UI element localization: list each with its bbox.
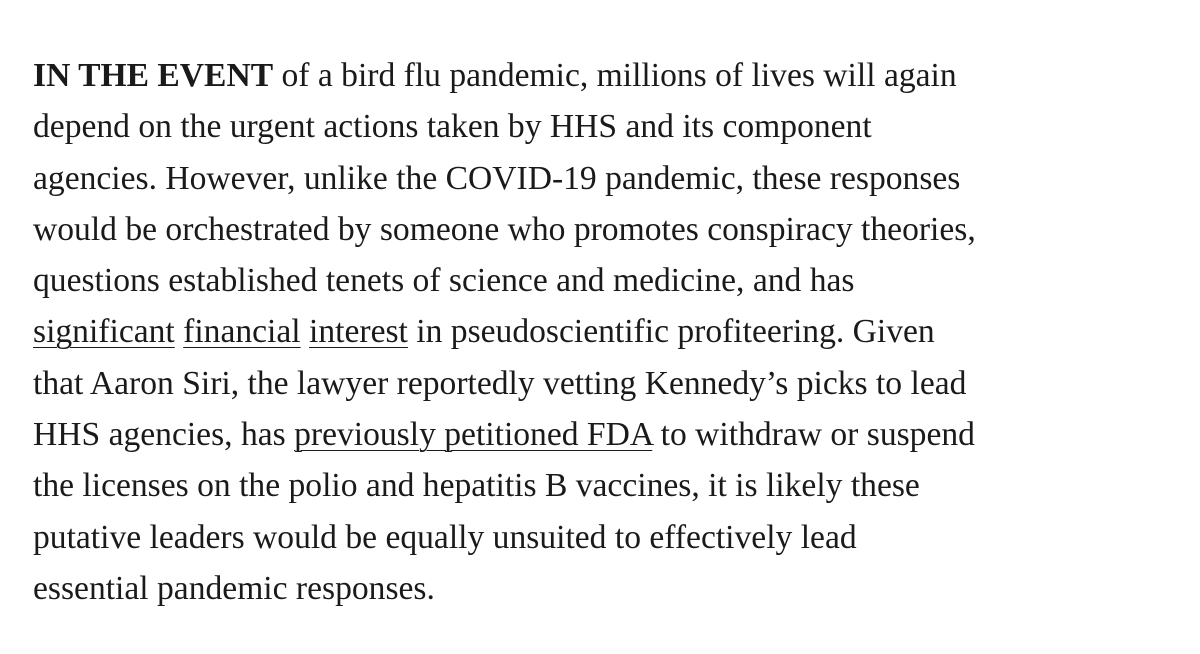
paragraph-line-6 xyxy=(33,306,1193,357)
paragraph-line-5: questions established tenets of science and medicine, and has xyxy=(33,262,855,300)
paragraph-line-2: depend on the urgent actions taken by HHS and its component xyxy=(33,108,872,146)
lead-in-text: IN THE EVENT xyxy=(33,57,274,94)
paragraph-line-1 xyxy=(33,50,1193,101)
paragraph-line-11: essential pandemic responses. xyxy=(33,569,435,607)
article-paragraph xyxy=(33,50,1193,614)
paragraph-line-10: putative leaders would be equally unsuited to effectively lead xyxy=(33,518,857,556)
paragraph-line-7: that Aaron Siri, the lawyer reportedly vetting Kennedy’s picks to lead xyxy=(33,364,967,402)
line-8-start-text: HHS agencies, has xyxy=(33,416,295,454)
line-1-text: of a bird flu pandemic, millions of lives will again xyxy=(273,57,957,94)
paragraph-line-9: the licenses on the polio and hepatitis B vaccines, it is likely these xyxy=(33,467,920,505)
paragraph-line-4: would be orchestrated by someone who promotes conspiracy theories, xyxy=(33,210,976,248)
paragraph-line-8 xyxy=(33,409,1193,460)
line-8-end-text: to withdraw or suspend xyxy=(652,416,975,454)
link-interest[interactable]: interest xyxy=(309,313,408,351)
link-financial[interactable]: financial xyxy=(183,313,301,351)
line-6-text: in pseudoscientific profiteering. Given xyxy=(407,313,935,351)
link-significant[interactable]: significant xyxy=(33,313,175,351)
paragraph-line-3: agencies. However, unlike the COVID-19 pandemic, these responses xyxy=(33,159,961,197)
link-previously-petitioned-fda[interactable]: previously petitioned FDA xyxy=(294,416,653,454)
